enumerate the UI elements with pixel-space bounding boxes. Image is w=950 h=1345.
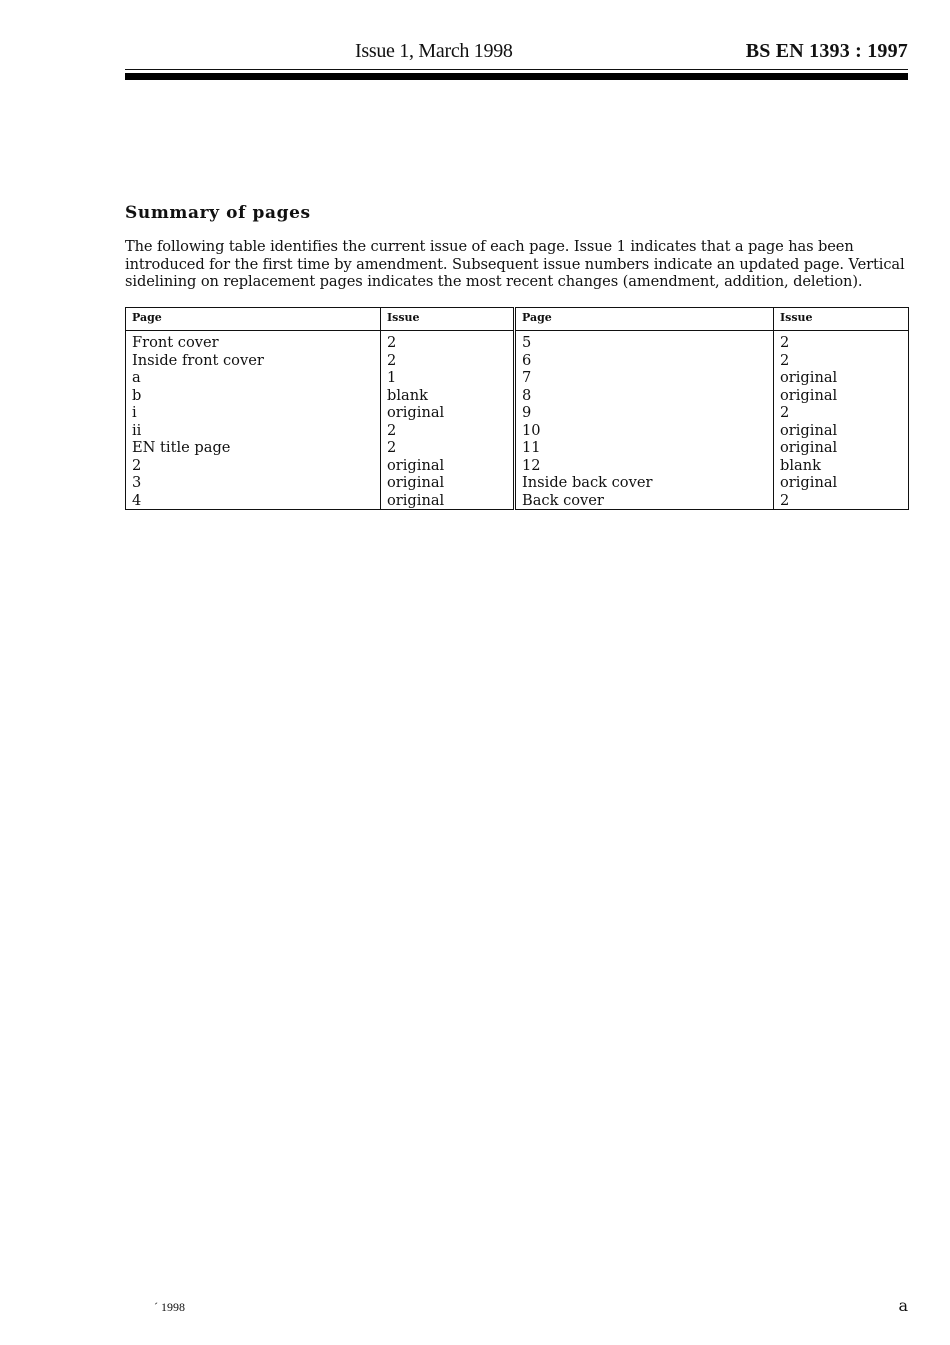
footer-page-label: a <box>898 1296 908 1315</box>
left-issues-column <box>381 331 515 510</box>
table-cell: 1 <box>387 369 397 386</box>
header-standard-number: BS EN 1393 : 1997 <box>745 40 908 62</box>
header-issue-label: Issue 1, March 1998 <box>355 40 513 62</box>
table-cell: original <box>780 439 838 456</box>
header-page-left: Page <box>126 308 381 331</box>
table-cell: 11 <box>522 439 541 456</box>
table-cell: 2 <box>387 351 397 369</box>
table-header-row <box>126 308 909 331</box>
table-cell: 2 <box>780 351 790 369</box>
table-cell: a <box>132 369 141 386</box>
table-cell: 2 <box>132 456 142 474</box>
table-body-row <box>126 331 909 510</box>
header-page-right: Page <box>515 308 774 331</box>
table-cell: i <box>132 404 137 421</box>
table-cell: original <box>780 474 838 491</box>
table-cell: original <box>387 456 445 474</box>
header-rule-thick <box>125 73 908 80</box>
footer-copyright-year: ´ 1998 <box>154 1300 185 1314</box>
table-cell: Back cover <box>522 491 604 509</box>
table-cell: 2 <box>780 334 790 351</box>
table-cell: 6 <box>522 351 532 369</box>
table-cell: original <box>780 421 838 439</box>
header-rule-thin <box>125 69 908 70</box>
table-cell: 3 <box>132 474 142 491</box>
table-cell: original <box>387 474 445 491</box>
table-cell: 5 <box>522 334 532 351</box>
table-cell: b <box>132 386 142 404</box>
table-cell: 2 <box>780 491 790 509</box>
summary-table <box>125 307 909 510</box>
table-cell: 7 <box>522 369 532 386</box>
table-cell: 2 <box>387 334 397 351</box>
table-cell: original <box>387 491 445 509</box>
header-issue-right: Issue <box>774 308 909 331</box>
table-cell: original <box>387 404 445 421</box>
table-cell: 8 <box>522 386 532 404</box>
table-cell: 2 <box>387 421 397 439</box>
table-cell: EN title page <box>132 439 231 456</box>
table-cell: Inside front cover <box>132 351 264 369</box>
section-title: Summary of pages <box>125 203 311 223</box>
table-cell: 9 <box>522 404 532 421</box>
right-pages-column <box>515 331 774 510</box>
table-cell: blank <box>780 456 821 474</box>
table-cell: 4 <box>132 491 142 509</box>
table-cell: Inside back cover <box>522 474 653 491</box>
table-cell: blank <box>387 386 428 404</box>
table-cell: ii <box>132 421 142 439</box>
table-cell: 10 <box>522 421 541 439</box>
table-cell: 12 <box>522 456 541 474</box>
table-cell: Front cover <box>132 334 219 351</box>
left-pages-column <box>126 331 381 510</box>
right-issues-column <box>774 331 909 510</box>
table-cell: original <box>780 369 838 386</box>
table-cell: 2 <box>387 439 397 456</box>
intro-paragraph: The following table identifies the current issue of each page. Issue 1 indicates that a page has been introduced for the first time by amendment. Subsequent issue numbers indicate an updated page. Vertical sidelining on replacement pages indicates the most recent changes (amendment, addition, deletion). <box>125 238 905 291</box>
table-cell: 2 <box>780 404 790 421</box>
table-cell: original <box>780 386 838 404</box>
header-issue-left: Issue <box>381 308 515 331</box>
